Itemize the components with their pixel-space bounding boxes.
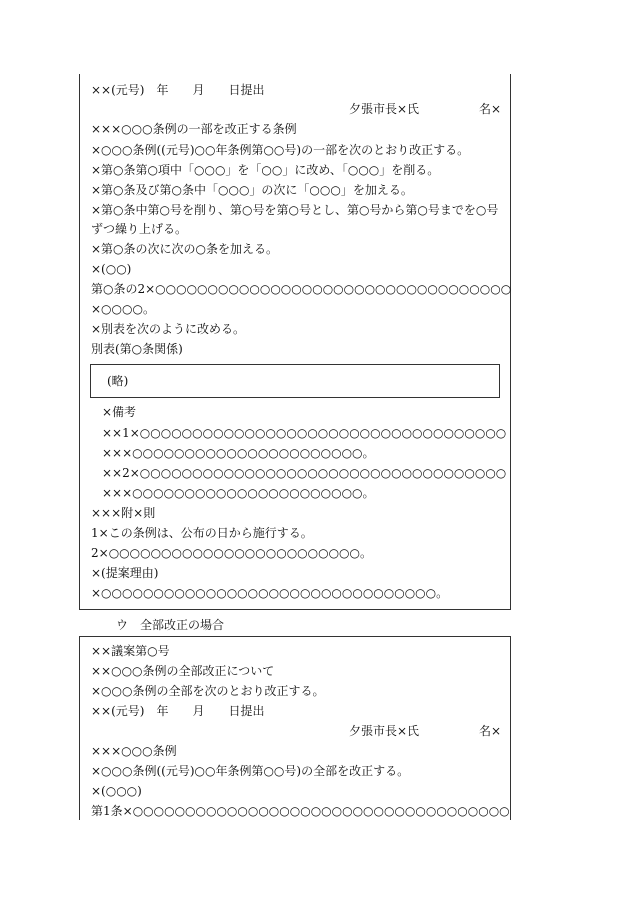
mayor-signature [91, 100, 501, 119]
bill-title: ××○○○条例の全部改正について [91, 664, 275, 678]
supplementary-provisions: ×××附×則 [91, 506, 156, 520]
mayor-name-suffix: 名× [478, 724, 501, 738]
notes-line: ××2×○○○○○○○○○○○○○○○○○○○○○○○○○○○○○○○○○○○ [102, 466, 507, 480]
mayor-name: 夕張市長×氏 [349, 102, 420, 116]
notes-line: ×××○○○○○○○○○○○○○○○○○○○○○○。 [102, 486, 375, 500]
amendment-intro: ×○○○条例((元号)○○年条例第○○号)の一部を次のとおり改正する。 [91, 143, 470, 157]
table-amendment-line: ×別表を次のように改める。 [91, 322, 246, 336]
provision-line: 1×この条例は、公布の日から施行する。 [91, 526, 313, 540]
article-heading: ×(○○○) [91, 784, 142, 798]
omitted-table-box [90, 364, 500, 398]
revision-intro: ×○○○条例の全部を次のとおり改正する。 [91, 684, 325, 698]
mayor-signature [91, 722, 501, 741]
bill-number: ××議案第○号 [91, 644, 170, 658]
notes-line: ××1×○○○○○○○○○○○○○○○○○○○○○○○○○○○○○○○○○○○ [102, 426, 507, 440]
amendment-line: ×第○条第○項中「○○○」を「○○」に改め、「○○○」を削る。 [91, 163, 440, 177]
section-heading: ウ 全部改正の場合 [116, 618, 225, 632]
amendment-line: ずつ繰り上げる。 [91, 222, 188, 236]
amendment-line: ×第○条の次に次の○条を加える。 [91, 242, 278, 256]
omitted-text: (略) [107, 374, 129, 388]
ordinance-title: ×××○○○条例 [91, 744, 177, 758]
appendix-table-title: 別表(第○条関係) [91, 342, 183, 356]
article-text: 第1条×○○○○○○○○○○○○○○○○○○○○○○○○○○○○○○○○○○○○ [91, 804, 510, 818]
ordinance-title: ×××○○○条例の一部を改正する条例 [91, 122, 297, 136]
amendment-line: ×第○条及び第○条中「○○○」の次に「○○○」を加える。 [91, 183, 413, 197]
article-heading: ×(○○) [91, 262, 132, 276]
article-text: ×○○○○。 [91, 302, 155, 316]
proposal-reason-heading: ×(提案理由) [91, 566, 159, 580]
notes-line: ×備考 [102, 405, 137, 419]
article-text: 第○条の2×○○○○○○○○○○○○○○○○○○○○○○○○○○○○○○○○○○ [91, 282, 512, 296]
mayor-name-suffix: 名× [478, 102, 501, 116]
mayor-name: 夕張市長×氏 [349, 724, 420, 738]
proposal-reason-text: ×○○○○○○○○○○○○○○○○○○○○○○○○○○○○○○○○。 [91, 586, 449, 600]
amendment-line: ×第○条中第○号を削り、第○号を第○号とし、第○号から第○号までを○号 [91, 203, 499, 217]
submission-date: ××(元号) 年 月 日提出 [91, 704, 265, 718]
full-revision-document-box [79, 636, 511, 820]
submission-date: ××(元号) 年 月 日提出 [91, 83, 265, 97]
notes-line: ×××○○○○○○○○○○○○○○○○○○○○○○。 [102, 446, 375, 460]
amendment-document-box [79, 74, 511, 610]
revision-statement: ×○○○条例((元号)○○年条例第○○号)の全部を改正する。 [91, 764, 410, 778]
provision-line: 2×○○○○○○○○○○○○○○○○○○○○○○○○。 [91, 546, 372, 560]
